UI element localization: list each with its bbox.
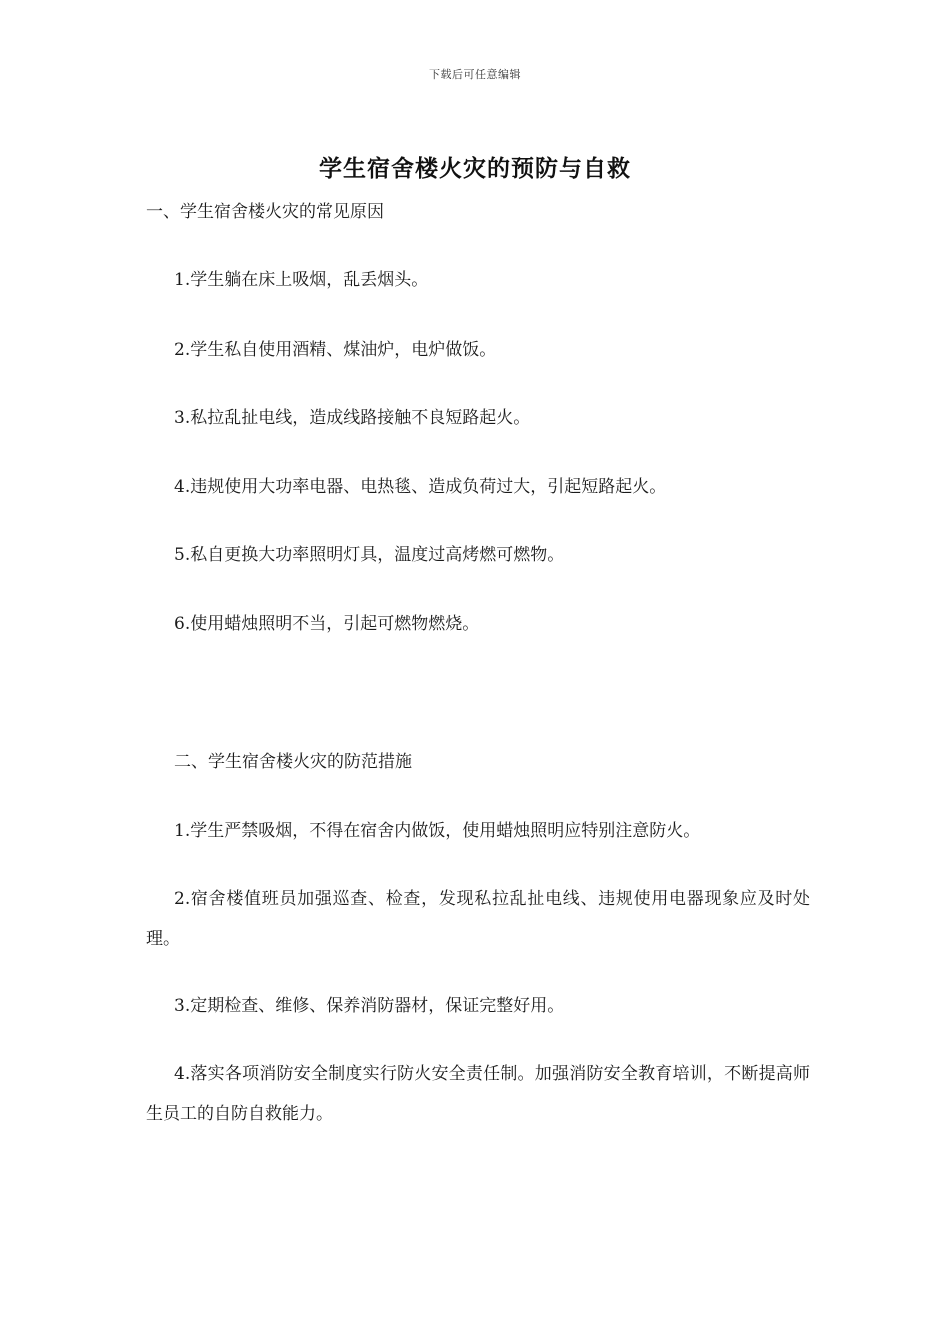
- section1-item-3: 3.私拉乱扯电线，造成线路接触不良短路起火。: [174, 408, 531, 428]
- section2-item-2: 2.宿舍楼值班员加强巡查、检查，发现私拉乱扯电线、违规使用电器现象应及时处理。: [146, 889, 810, 949]
- section1-item-6: 6.使用蜡烛照明不当，引起可燃物燃烧。: [174, 614, 480, 634]
- section2-item-4: 4.落实各项消防安全制度实行防火安全责任制。加强消防安全教育培训，不断提高师生员工的自防自救能力。: [146, 1064, 810, 1124]
- section1-item-5: 5.私自更换大功率照明灯具，温度过高烤燃可燃物。: [174, 545, 565, 565]
- document-title: 学生宿舍楼火灾的预防与自救: [319, 155, 631, 182]
- section1-item-4: 4.违规使用大功率电器、电热毯、造成负荷过大，引起短路起火。: [174, 477, 667, 497]
- section1-item-2: 2.学生私自使用酒精、煤油炉，电炉做饭。: [174, 340, 497, 360]
- header-note: 下载后可任意编辑: [429, 68, 521, 81]
- section1-item-1: 1.学生躺在床上吸烟，乱丢烟头。: [174, 270, 429, 290]
- section2-heading: 二、学生宿舍楼火灾的防范措施: [174, 752, 412, 772]
- section1-heading: 一、学生宿舍楼火灾的常见原因: [146, 202, 384, 222]
- section2-item-1: 1.学生严禁吸烟，不得在宿舍内做饭，使用蜡烛照明应特别注意防火。: [174, 821, 701, 841]
- section2-item-3: 3.定期检查、维修、保养消防器材，保证完整好用。: [174, 996, 565, 1016]
